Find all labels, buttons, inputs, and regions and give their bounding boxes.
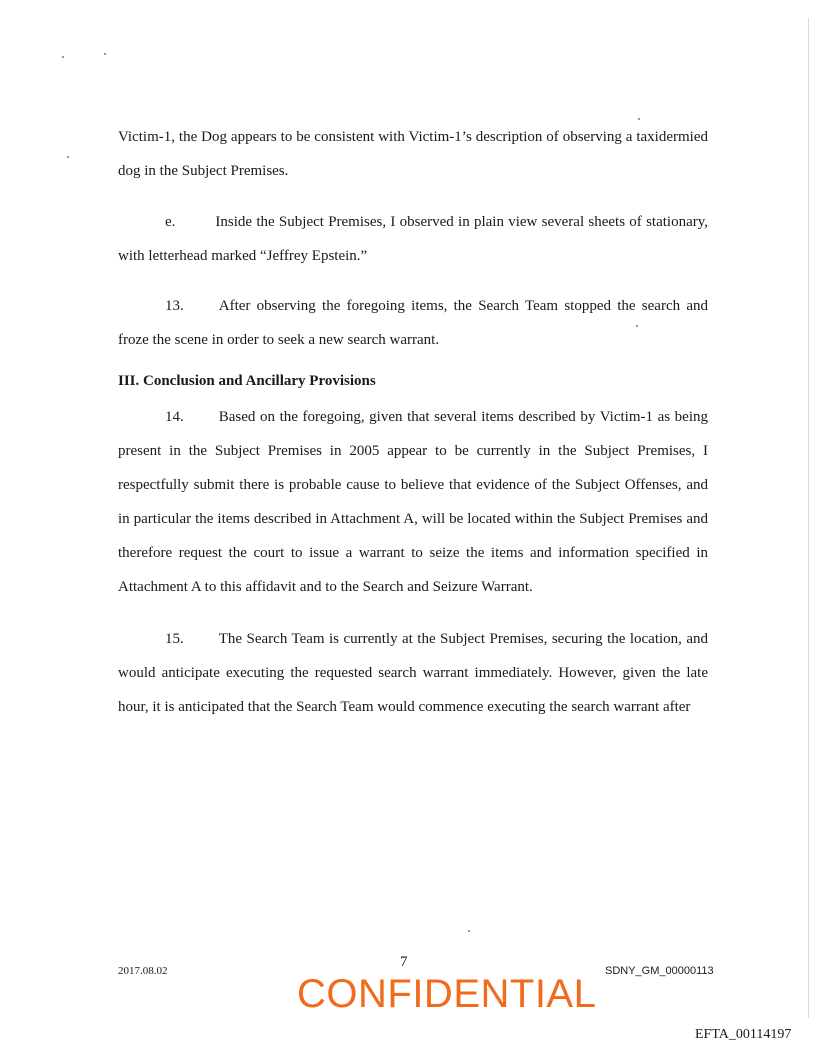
paragraph-15-text: The Search Team is currently at the Subject Premises, securing the location, and would anticipate executing the requested search warrant immediately. However, given the late hour, it is anticipated that the Search Team would commence executing the search warrant after xyxy=(118,631,708,715)
item-label-e: e. xyxy=(165,214,176,230)
paragraph-number-14: 14. xyxy=(165,409,184,425)
paragraph-13 xyxy=(118,289,708,357)
paragraph-15 xyxy=(118,622,708,724)
page-number: 7 xyxy=(400,954,408,970)
scan-speck xyxy=(62,56,64,58)
scan-speck xyxy=(104,53,106,55)
item-e-text: Inside the Subject Premises, I observed in plain view several sheets of stationary, with letterhead marked “Jeffrey Epstein.” xyxy=(118,214,708,264)
page-edge-line xyxy=(808,18,809,1018)
scan-speck xyxy=(67,156,69,158)
paragraph-14-text: Based on the foregoing, given that several items described by Victim-1 as being present in the Subject Premises in 2005 appear to be currently in the Subject Premises, I respectfully submit there is probable cause to believe that evidence of the Subject Offenses, and in particular the items described in Attachment A, will be located within the Subject Premises and therefore request the court to issue a warrant to seize the items and information specified in Attachment A to this affidavit and to the Search and Seizure Warrant. xyxy=(118,409,708,595)
confidential-stamp: CONFIDENTIAL xyxy=(297,972,597,1016)
section-heading-conclusion: III. Conclusion and Ancillary Provisions xyxy=(118,373,376,389)
efta-number: EFTA_00114197 xyxy=(695,1027,792,1042)
paragraph-13-text: After observing the foregoing items, the Search Team stopped the search and froze the scene in order to seek a new search warrant. xyxy=(118,298,708,348)
paragraph-number-15: 15. xyxy=(165,631,184,647)
bates-number: SDNY_GM_00000113 xyxy=(605,965,714,977)
scan-speck xyxy=(468,930,470,932)
footer-date: 2017.08.02 xyxy=(118,965,168,977)
paragraph-number-13: 13. xyxy=(165,298,184,314)
paragraph-14 xyxy=(118,400,708,604)
paragraph-e-stationary xyxy=(118,205,708,273)
paragraph-dog-description: Victim-1, the Dog appears to be consistent with Victim-1’s description of observing a taxidermied dog in the Subject Premises. xyxy=(118,129,708,179)
